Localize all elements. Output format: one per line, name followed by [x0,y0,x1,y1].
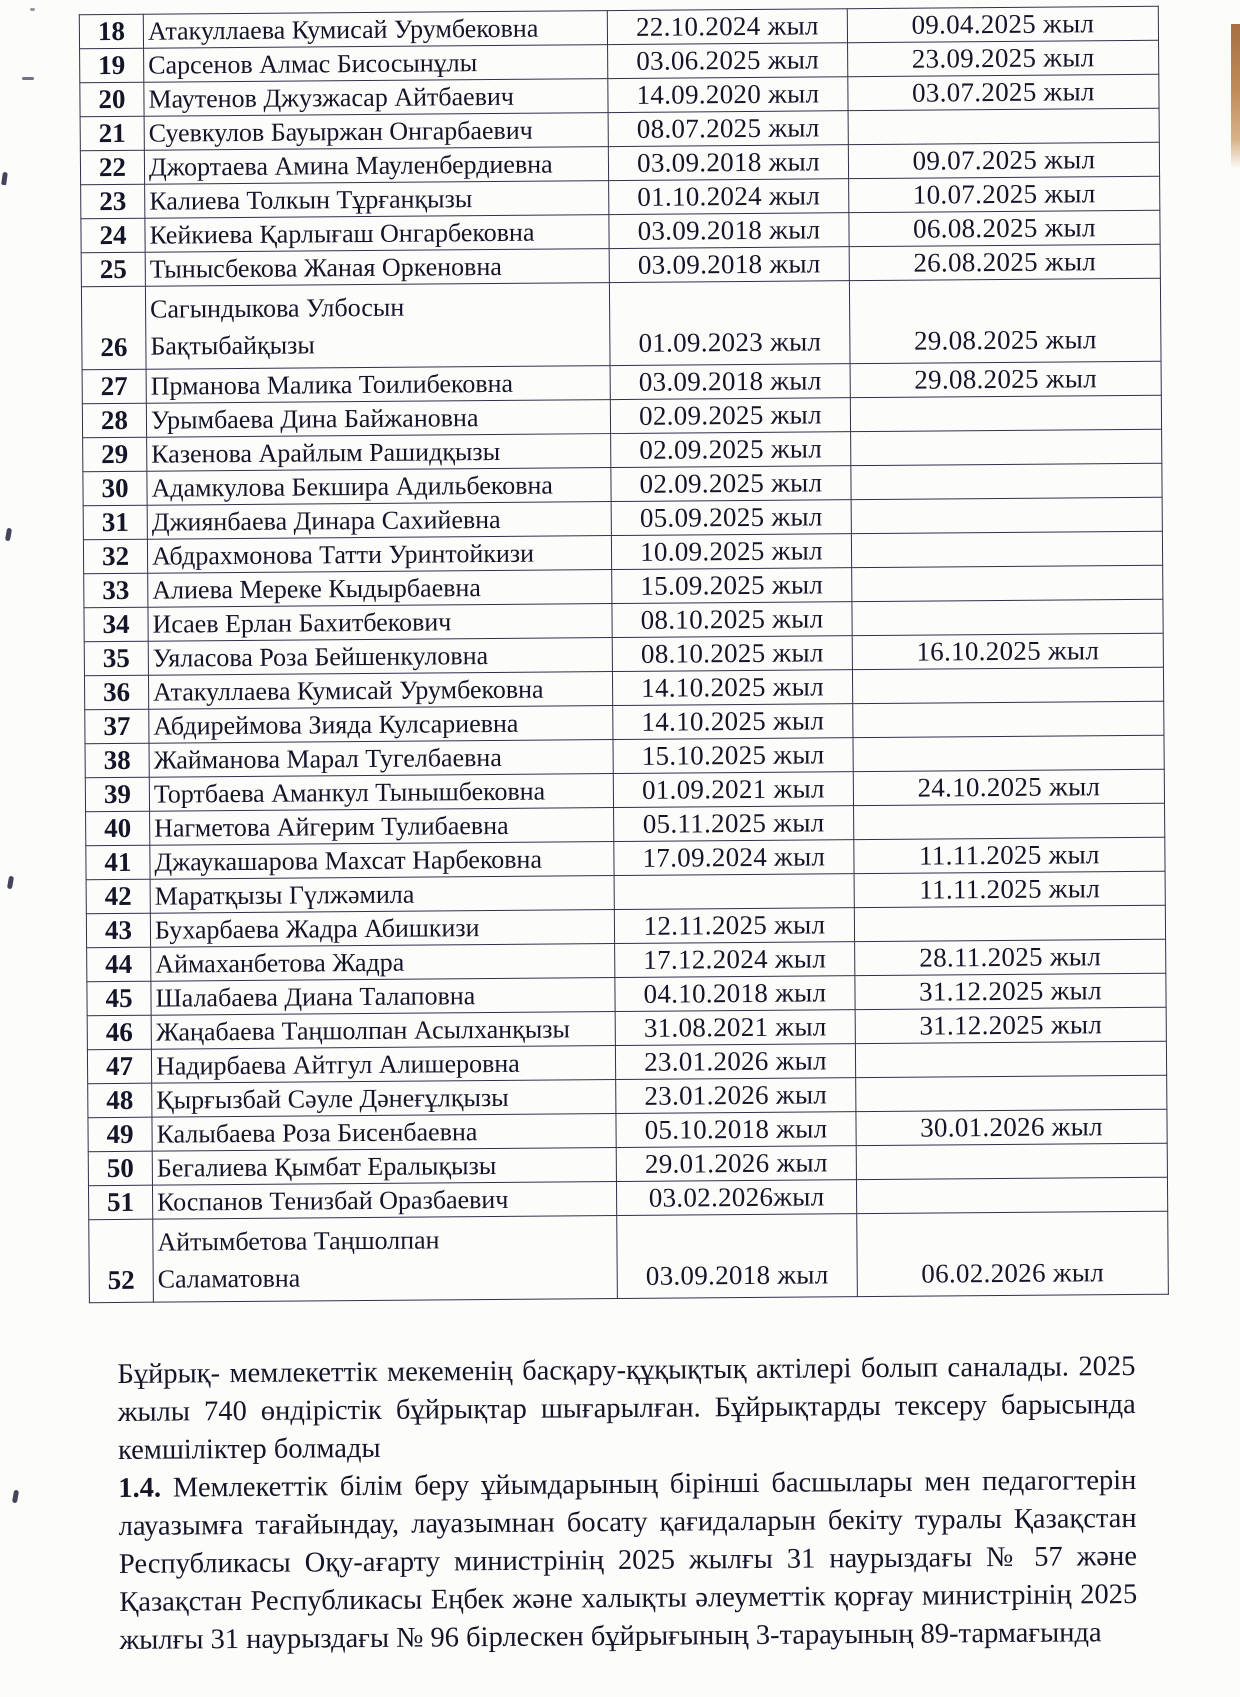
cell-date2: 06.08.2025 жыл [849,210,1160,246]
cell-num: 34 [84,607,148,642]
cell-date2 [853,701,1164,737]
cell-date2 [855,1041,1166,1077]
cell-date1: 29.01.2026 жыл [616,1146,856,1182]
section-1-4-text: Мемлекеттік білім беру ұйымдарының бірінші басшылары мен педагогтерін лауазымға тағайындау, лауазымнан босату қағидаларын бекіту туралы Қазақстан Республикасы Оқу-ағарту министрінің 2025 жылғы 31 наурыздағы № 57 және Қазақстан Республикасы Еңбек және халықты әлеуметтік қорғау министрінің 2025 жылғы 31 наурыздағы № 96 бірлескен бұйрығының 3-тарауының 89-тармағында [118,1464,1138,1656]
cell-name: Қырғызбай Сәуле Дәнеғұлқызы [152,1080,616,1118]
cell-name: Бегалиева Қымбат Ералықызы [152,1148,616,1186]
cell-name: Суевкулов Бауыржан Онгарбаевич [144,113,608,151]
cell-name: Шалабаева Диана Талаповна [151,978,615,1016]
cell-num: 25 [81,252,145,287]
cell-date1: 08.07.2025 жыл [608,111,848,147]
document-text-block [117,1348,1137,1660]
cell-name: Кейкиева Қарлығаш Онгарбековна [145,215,609,253]
cell-num: 24 [81,218,145,253]
cell-name: Жаңабаева Таңшолпан Асылханқызы [151,1012,615,1050]
cell-date2: 31.12.2025 жыл [855,1007,1166,1043]
cell-name: Тынысбекова Жаная Оркеновна [145,249,609,287]
cell-num: 30 [83,471,147,506]
cell-name: Абдрахмонова Татти Уринтойкизи [147,536,611,574]
cell-date2 [854,905,1165,941]
cell-date2: 09.07.2025 жыл [848,142,1159,178]
cell-date1: 01.09.2021 жыл [613,772,853,808]
cell-date2: 30.01.2026 жыл [856,1109,1167,1145]
cell-date2 [856,1143,1167,1179]
cell-date1: 02.09.2025 жыл [610,398,850,434]
table-row [81,278,1161,369]
cell-date1: 08.10.2025 жыл [612,636,852,672]
cell-name: Калиева Толкын Тұрғанқызы [145,181,609,219]
cell-date1: 04.10.2018 жыл [615,976,855,1012]
cell-name: Нагметова Айгерим Тулибаевна [150,808,614,846]
cell-num: 32 [83,539,147,574]
cell-date1: 03.09.2018 жыл [609,247,849,283]
cell-name: Атакуллаева Кумисай Урумбековна [148,672,612,710]
cell-date1: 14.10.2025 жыл [612,670,852,706]
cell-num: 37 [85,709,149,744]
cell-num: 46 [87,1015,151,1050]
cell-name: Жайманова Марал Тугелбаевна [149,740,613,778]
cell-num: 39 [85,777,149,812]
cell-date1: 03.06.2025 жыл [608,43,848,79]
cell-num: 51 [88,1185,152,1220]
cell-date2: 24.10.2025 жыл [853,769,1164,805]
cell-num: 23 [81,184,145,219]
cell-date2: 10.07.2025 жыл [849,176,1160,212]
cell-name: Прманова Малика Тоилибековна [146,366,610,404]
cell-date1: 03.09.2018 жыл [609,213,849,249]
cell-name: Маратқызы Гүлжәмила [150,876,614,914]
cell-date1: 02.09.2025 жыл [611,432,851,468]
cell-date2: 29.08.2025 жыл [849,278,1161,363]
cell-name: Маутенов Джузжасар Айтбаевич [144,79,608,117]
scan-artifact [22,77,34,80]
cell-num: 33 [84,573,148,608]
cell-date1: 17.09.2024 жыл [614,840,854,876]
cell-num: 48 [88,1083,152,1118]
cell-date1: 05.09.2025 жыл [611,500,851,536]
cell-date1: 08.10.2025 жыл [612,602,852,638]
cell-num: 21 [80,116,144,151]
cell-date1: 03.09.2018 жыл [610,364,850,400]
cell-date1: 02.09.2025 жыл [611,466,851,502]
cell-name: Атакуллаева Кумисай Урумбековна [143,11,607,49]
cell-date1: 03.09.2018 жыл [608,145,848,181]
cell-num: 36 [84,675,148,710]
cell-date2: 31.12.2025 жыл [855,973,1166,1009]
cell-name: Адамкулова Бекшира Адильбековна [147,468,611,506]
cell-name: Аймаханбетова Жадра [151,944,615,982]
cell-date2 [851,531,1162,567]
cell-date1: 10.09.2025 жыл [611,534,851,570]
cell-date1: 05.10.2018 жыл [616,1112,856,1148]
cell-date1: 23.01.2026 жыл [616,1078,856,1114]
cell-date1: 23.01.2026 жыл [615,1044,855,1080]
cell-num: 45 [87,981,151,1016]
cell-date2: 16.10.2025 жыл [852,633,1163,669]
cell-num: 22 [80,150,144,185]
personnel-records-table [79,6,1169,1303]
cell-num: 19 [80,48,144,83]
table-row [89,1211,1169,1302]
cell-name: Джаукашарова Махсат Нарбековна [150,842,614,880]
cell-date1: 15.09.2025 жыл [612,568,852,604]
cell-name: Тортбаева Аманкул Тынышбековна [149,774,613,812]
cell-num: 38 [85,743,149,778]
paragraph-orders-summary: Бұйрық- мемлекеттік мекеменің басқару-құқықтық актілері болып саналады. 2025 жылы 740 өндірістік бұйрықтар шығарылған. Бұйрықтарды тексеру барысында кемшіліктер болмады [117,1350,1136,1466]
cell-name: Калыбаева Роза Бисенбаевна [152,1114,616,1152]
cell-date1: 01.10.2024 жыл [609,179,849,215]
cell-date1: 15.10.2025 жыл [613,738,853,774]
cell-num: 31 [83,505,147,540]
cell-num: 41 [86,845,150,880]
paragraph-section-1-4 [118,1462,1137,1660]
cell-date2 [853,735,1164,771]
cell-date2: 03.07.2025 жыл [848,74,1159,110]
cell-num: 18 [79,14,143,49]
scan-edge-artifact [1231,24,1240,169]
cell-num: 50 [88,1151,152,1186]
cell-num: 52 [89,1219,154,1303]
cell-date2 [856,1075,1167,1111]
cell-num: 43 [86,913,150,948]
cell-date1: 05.11.2025 жыл [614,806,854,842]
cell-date1: 03.02.2026жыл [616,1180,856,1216]
cell-date1: 12.11.2025 жыл [614,908,854,944]
cell-num: 20 [80,82,144,117]
cell-date1: 01.09.2023 жыл [609,281,850,366]
cell-date2: 11.11.2025 жыл [854,871,1165,907]
cell-name: Урымбаева Дина Байжановна [146,400,610,438]
cell-date2: 28.11.2025 жыл [855,939,1166,975]
cell-num: 28 [82,403,146,438]
cell-num: 27 [82,369,146,404]
scan-artifact [30,8,35,11]
cell-date2 [852,599,1163,635]
cell-date2: 23.09.2025 жыл [848,40,1159,76]
cell-date1 [614,874,854,910]
cell-date2 [851,429,1162,465]
cell-date2 [856,1177,1167,1213]
cell-name: Уяласова Роза Бейшенкуловна [148,638,612,676]
cell-date1: 14.10.2025 жыл [613,704,853,740]
cell-name: Алиева Мереке Кыдырбаевна [148,570,612,608]
cell-date2: 26.08.2025 жыл [849,244,1160,280]
cell-name: Сагындыкова Улбосын Бақтыбайқызы [145,283,610,370]
cell-name: Исаев Ерлан Бахитбекович [148,604,612,642]
cell-date2: 29.08.2025 жыл [850,361,1161,397]
cell-date2 [852,565,1163,601]
cell-num: 42 [86,879,150,914]
cell-date1: 14.09.2020 жыл [608,77,848,113]
cell-num: 35 [84,641,148,676]
cell-name: Сарсенов Алмас Бисосынұлы [144,45,608,83]
cell-date2 [852,667,1163,703]
cell-date2 [851,463,1162,499]
cell-date1: 31.08.2021 жыл [615,1010,855,1046]
cell-name: Казенова Арайлым Рашидқызы [147,434,611,472]
cell-num: 44 [87,947,151,982]
cell-name: Надирбаева Айтгул Алишеровна [151,1046,615,1084]
cell-name: Джортаева Амина Мауленбердиевна [144,147,608,185]
cell-date1: 17.12.2024 жыл [615,942,855,978]
cell-date2 [848,108,1159,144]
cell-date2: 06.02.2026 жыл [857,1211,1169,1296]
section-number-label: 1.4. [118,1472,174,1504]
cell-num: 26 [81,286,146,370]
cell-date2: 09.04.2025 жыл [847,6,1158,42]
cell-num: 29 [83,437,147,472]
cell-name: Айтымбетова Таңшолпан Саламатовна [153,1216,618,1303]
cell-name: Коспанов Тенизбай Оразбаевич [152,1182,616,1220]
cell-date2 [854,803,1165,839]
cell-name: Абдиреймова Зияда Кулсариевна [149,706,613,744]
cell-num: 40 [86,811,150,846]
records-table-body [79,6,1168,1302]
cell-num: 49 [88,1117,152,1152]
cell-name: Джиянбаева Динара Сахийевна [147,502,611,540]
cell-num: 47 [87,1049,151,1084]
cell-date1: 22.10.2024 жыл [607,9,847,45]
cell-date1: 03.09.2018 жыл [617,1214,858,1299]
cell-date2: 11.11.2025 жыл [854,837,1165,873]
cell-date2 [851,497,1162,533]
cell-name: Бухарбаева Жадра Абишкизи [150,910,614,948]
cell-date2 [850,395,1161,431]
